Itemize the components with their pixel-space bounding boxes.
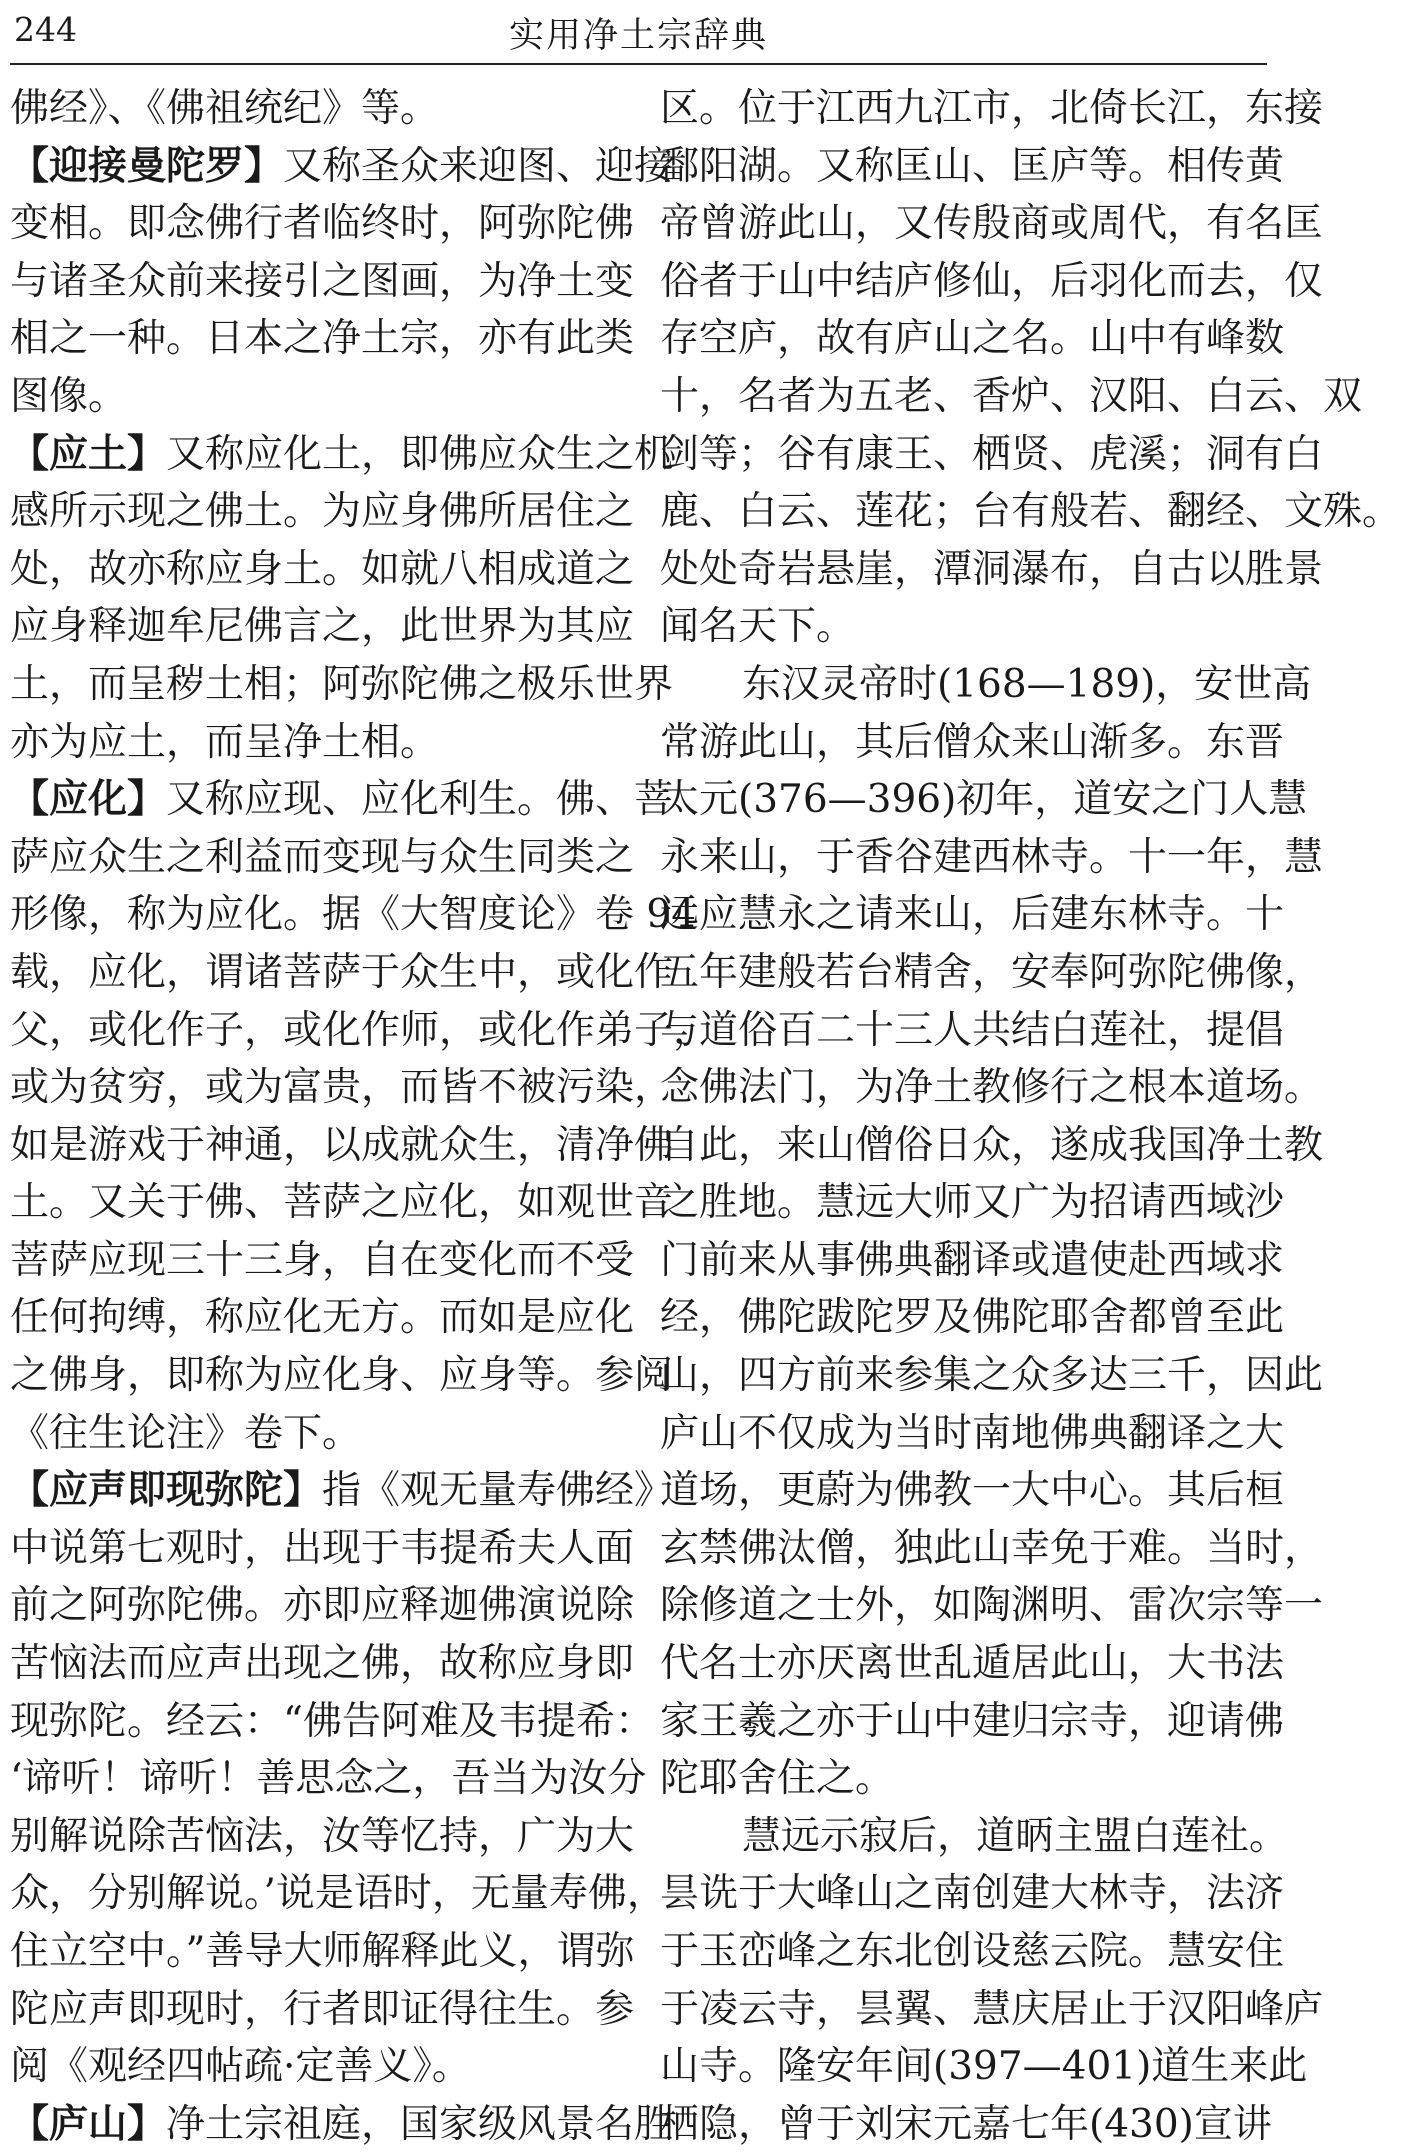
- text-line: [10, 714, 616, 772]
- line-text: 感所示现之佛土。为应身佛所居住之: [10, 489, 635, 535]
- text-line: [10, 1405, 616, 1463]
- text-line: [10, 1462, 674, 1520]
- text-line: [660, 368, 1363, 426]
- line-text: 于凌云寺，昙翼、慧庆居止于汉阳峰庐: [660, 1986, 1324, 2032]
- text-line: [10, 1981, 635, 2039]
- text-line: [10, 1117, 674, 1175]
- line-text: 别解说除苦恼法，汝等忆持，广为大: [10, 1813, 635, 1859]
- right-column: [660, 80, 1401, 2153]
- line-text: 俗者于山中结庐修仙，后羽化而去，仅: [660, 258, 1324, 304]
- line-text: 形像，称为应化。据《大智度论》卷 94: [10, 892, 697, 938]
- line-text: 相之一种。日本之净土宗，亦有此类: [10, 316, 635, 362]
- line-text: 永来山，于香谷建西林寺。十一年，慧: [660, 834, 1324, 880]
- line-text: 区。位于江西九江市，北倚长江，东接: [660, 86, 1324, 131]
- line-text: 山寺。隆安年间(397—401)道生来此: [660, 2044, 1308, 2090]
- text-line: [660, 829, 1324, 887]
- text-line: [10, 138, 674, 196]
- line-text: 家王羲之亦于山中建归宗寺，迎请佛: [660, 1698, 1285, 1744]
- text-line: [660, 80, 1324, 138]
- text-line: [660, 1347, 1324, 1405]
- text-line: [10, 771, 674, 829]
- text-line: [660, 1289, 1285, 1347]
- text-line: [10, 1635, 635, 1693]
- text-line: [10, 1923, 635, 1981]
- line-text: 于玉峦峰之东北创设慈云院。慧安住: [660, 1929, 1285, 1974]
- text-line: [660, 2096, 1272, 2153]
- line-text: 帝曾游此山，又传殷商或周代，有名匡: [660, 201, 1324, 247]
- line-text: 存空庐，故有庐山之名。山中有峰数: [660, 316, 1285, 362]
- line-text: 经，佛陀跋陀罗及佛陀耶舍都曾至此: [660, 1295, 1285, 1341]
- text-line: [660, 1750, 1268, 1808]
- entry-headword: 【应土】: [10, 431, 167, 477]
- text-line: [660, 1808, 1289, 1866]
- line-text: 阅《观经四帖疏·定善义》。: [10, 2044, 471, 2090]
- line-text: 现弥陀。经云：“佛告阿难及韦提希：: [10, 1698, 654, 1744]
- line-text: 剑等；谷有康王、栖贤、虎溪；洞有白: [660, 431, 1324, 477]
- text-line: [660, 1174, 1285, 1232]
- text-line: [660, 1577, 1324, 1635]
- text-line: [660, 426, 1324, 484]
- line-text: 之胜地。慧远大师又广为招请西域沙: [660, 1180, 1285, 1226]
- line-text: 土，而呈秽土相；阿弥陀佛之极乐世界: [10, 661, 674, 707]
- text-line: [660, 1002, 1285, 1060]
- line-text: 净土宗祖庭，国家级风景名胜: [166, 2101, 674, 2147]
- text-line: [660, 1232, 1285, 1290]
- line-text: 念佛法门，为净土教修行之根本道场。: [660, 1065, 1324, 1111]
- text-line: [660, 1405, 1285, 1463]
- entry-headword: 【迎接曼陀罗】: [10, 143, 284, 189]
- line-text: 道场，更蔚为佛教一大中心。其后桓: [660, 1468, 1285, 1514]
- text-line: [660, 1520, 1324, 1578]
- text-line: [10, 80, 616, 138]
- text-line: [660, 944, 1324, 1002]
- text-line: [660, 310, 1285, 368]
- line-text: 佛经》、《佛祖统纪》等。: [10, 86, 440, 131]
- text-line: [660, 1923, 1285, 1981]
- text-line: [10, 598, 635, 656]
- line-text: 众，分别解说。’说是语时，无量寿佛，: [10, 1871, 666, 1917]
- line-text: 之佛身，即称为应化身、应身等。参阅: [10, 1353, 674, 1399]
- page-number: 244: [14, 10, 77, 49]
- header-rule: [10, 63, 1267, 65]
- entry-headword: 【应化】: [10, 777, 167, 823]
- line-text: 又称圣众来迎图、迎接: [283, 143, 674, 189]
- text-line: [660, 598, 1268, 656]
- text-line: [10, 1174, 674, 1232]
- text-line: [10, 483, 635, 541]
- line-text: 载，应化，谓诸菩萨于众生中，或化作: [10, 949, 674, 995]
- line-text: 或为贫穷，或为富贵，而皆不被污染，: [10, 1065, 674, 1111]
- text-line: [10, 426, 674, 484]
- text-line: [660, 253, 1324, 311]
- line-text: 处，故亦称应身土。如就八相成道之: [10, 546, 635, 592]
- text-line: [660, 1981, 1324, 2039]
- line-text: 土。又关于佛、菩萨之应化，如观世音: [10, 1180, 674, 1226]
- text-line: [660, 1865, 1285, 1923]
- text-line: [660, 1462, 1285, 1520]
- text-line: [660, 656, 1312, 714]
- line-text: 与诸圣众前来接引之图画，为净土变: [10, 258, 635, 304]
- line-text: 变相。即念佛行者临终时，阿弥陀佛: [10, 201, 635, 247]
- line-text: 栖隐，曾于刘宋元嘉七年(430)宣讲: [660, 2101, 1272, 2147]
- text-line: [10, 541, 635, 599]
- line-text: 鹿、白云、莲花；台有般若、翻经、文殊。: [660, 489, 1401, 535]
- line-text: 又称应化土，即佛应众生之机: [166, 431, 674, 477]
- line-text: 五年建般若台精舍，安奉阿弥陀佛像，: [660, 949, 1324, 995]
- text-line: [10, 1808, 635, 1866]
- line-text: 亦为应土，而呈净土相。: [10, 719, 440, 765]
- left-column: [10, 80, 713, 2153]
- line-text: 山，四方前来参集之众多达三千，因此: [660, 1353, 1324, 1399]
- text-line: [660, 138, 1285, 196]
- line-text: 苦恼法而应声出现之佛，故称应身即: [10, 1641, 635, 1687]
- text-line: [660, 886, 1285, 944]
- line-text: 常游此山，其后僧众来山渐多。东晋: [660, 719, 1285, 765]
- line-text: 昙诜于大峰山之南创建大林寺，法济: [660, 1871, 1285, 1917]
- text-line: [660, 714, 1285, 772]
- text-line: [10, 829, 635, 887]
- line-text: 萨应众生之利益而变现与众生同类之: [10, 834, 635, 880]
- text-line: [10, 2038, 616, 2096]
- line-text: 陀耶舍住之。: [660, 1756, 895, 1802]
- line-text: 与道俗百二十三人共结白莲社，提倡: [660, 1007, 1285, 1053]
- text-line: [10, 1865, 666, 1923]
- line-text: 住立空中。”善导大师解释此义，谓弥: [10, 1929, 635, 1974]
- line-text: 庐山不仅成为当时南地佛典翻译之大: [660, 1410, 1285, 1456]
- line-text: 太元(376—396)初年，道安之门人慧: [660, 777, 1308, 823]
- text-line: [10, 1577, 635, 1635]
- text-line: [10, 886, 697, 944]
- text-line: [10, 656, 674, 714]
- line-text: 东汉灵帝时(168—189)，安世高: [742, 661, 1312, 707]
- entry-headword: 【应声即现弥陀】: [10, 1468, 323, 1514]
- line-text: 玄禁佛汰僧，独此山幸免于难。当时，: [660, 1525, 1324, 1571]
- line-text: 图像。: [10, 373, 128, 419]
- text-line: [660, 195, 1324, 253]
- text-line: [660, 1693, 1285, 1751]
- text-line: [660, 771, 1308, 829]
- line-text: 陀应声即现时，行者即证得往生。参: [10, 1986, 635, 2032]
- line-text: 中说第七观时，出现于韦提希夫人面: [10, 1525, 635, 1571]
- line-text: 自此，来山僧俗日众，遂成我国净土教: [660, 1122, 1324, 1168]
- line-text: 如是游戏于神通，以成就众生，清净佛: [10, 1122, 674, 1168]
- text-line: [10, 1002, 713, 1060]
- text-line: [660, 1635, 1285, 1693]
- text-line: [10, 368, 616, 426]
- line-text: 父，或化作子，或化作师，或化作弟子，: [10, 1007, 713, 1053]
- page-header: [0, 0, 1277, 72]
- line-text: 又称应现、应化利生。佛、菩: [166, 777, 674, 823]
- text-line: [10, 1347, 674, 1405]
- text-line: [10, 1750, 647, 1808]
- line-text: ‘谛听！谛听！善思念之，吾当为汝分: [10, 1756, 647, 1802]
- text-line: [10, 1232, 635, 1290]
- book-title: 实用净土宗辞典: [508, 16, 768, 56]
- text-line: [10, 253, 635, 311]
- line-text: 鄱阳湖。又称匡山、匡庐等。相传黄: [660, 143, 1285, 189]
- text-line: [10, 1520, 635, 1578]
- text-line: [10, 310, 635, 368]
- line-text: 处处奇岩悬崖，潭洞瀑布，自古以胜景: [660, 546, 1324, 592]
- text-line: [10, 2096, 674, 2153]
- line-text: 远应慧永之请来山，后建东林寺。十: [660, 892, 1285, 938]
- line-text: 菩萨应现三十三身，自在变化而不受: [10, 1237, 635, 1283]
- line-text: 代名士亦厌离世乱遁居此山，大书法: [660, 1641, 1285, 1687]
- text-line: [10, 195, 635, 253]
- line-text: 慧远示寂后，道昞主盟白莲社。: [742, 1813, 1289, 1859]
- text-line: [10, 944, 674, 1002]
- text-line: [10, 1693, 654, 1751]
- text-line: [10, 1289, 635, 1347]
- text-line: [660, 1059, 1324, 1117]
- line-text: 应身释迦牟尼佛言之，此世界为其应: [10, 604, 635, 650]
- text-line: [660, 1117, 1324, 1175]
- entry-headword: 【庐山】: [10, 2101, 167, 2147]
- line-text: 指《观无量寿佛经》: [322, 1468, 674, 1514]
- line-text: 除修道之士外，如陶渊明、雷次宗等一: [660, 1583, 1324, 1629]
- line-text: 门前来从事佛典翻译或遣使赴西域求: [660, 1237, 1285, 1283]
- text-line: [10, 1059, 674, 1117]
- line-text: 任何拘缚，称应化无方。而如是应化: [10, 1295, 635, 1341]
- line-text: 前之阿弥陀佛。亦即应释迦佛演说除: [10, 1583, 635, 1629]
- line-text: 《往生论注》卷下。: [10, 1410, 362, 1456]
- text-line: [660, 483, 1401, 541]
- text-line: [660, 541, 1324, 599]
- text-line: [660, 2038, 1308, 2096]
- line-text: 闻名天下。: [660, 604, 856, 650]
- line-text: 十，名者为五老、香炉、汉阳、白云、双: [660, 373, 1363, 419]
